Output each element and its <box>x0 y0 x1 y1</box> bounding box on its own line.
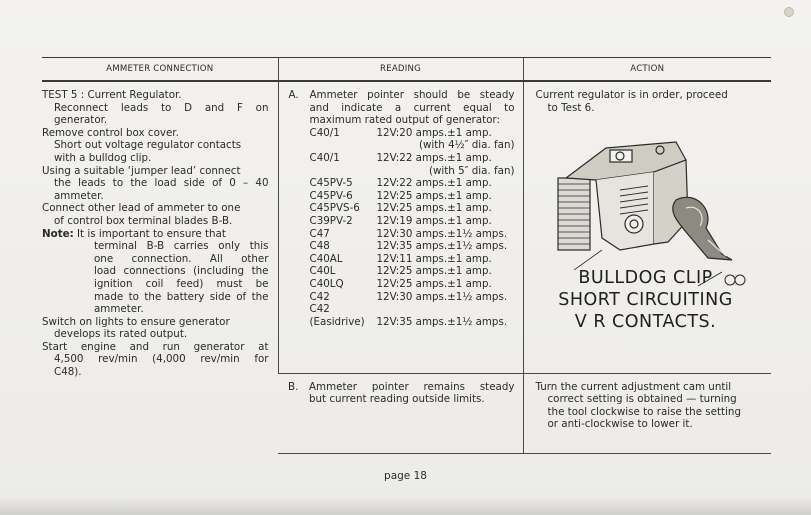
generator-model: C48 <box>309 240 330 253</box>
note-label: Note: <box>42 227 74 240</box>
rating-row <box>310 152 515 165</box>
rating-row <box>310 316 515 329</box>
page-corner-mark <box>784 7 794 17</box>
connection-line: ammeter. <box>94 303 144 316</box>
caption-vr-contacts: V R CONTACTS. <box>574 312 717 333</box>
generator-model: C40/1 <box>309 126 340 139</box>
connection-line: with a bulldog clip. <box>54 151 152 164</box>
generator-model: C45PV-6 <box>309 189 353 202</box>
connection-line: TEST 5 : Current Regulator. <box>42 89 182 101</box>
action-b-line: correct setting is obtained — turning <box>547 393 737 406</box>
reading-b-line: but current reading outside limits. <box>309 393 485 406</box>
rating-row <box>310 127 515 140</box>
rated-output: 12V:22 amps.±1 amp. <box>376 151 492 164</box>
connection-line: of control box terminal blades B-B. <box>54 214 233 227</box>
action-b-text <box>536 381 772 431</box>
table-row <box>42 81 771 373</box>
connection-line: Start engine and run generator at <box>42 340 269 353</box>
rated-output: 12V:25 amps.±1 amp. <box>376 265 492 278</box>
reading-b-text <box>309 381 515 406</box>
rated-output: 12V:35 amps.±1½ amps. <box>376 315 508 328</box>
generator-model: C39PV-2 <box>309 214 353 227</box>
caption-short-circuiting: SHORT CIRCUITING <box>558 290 733 311</box>
connection-line: Using a suitable ‘jumper lead’ connect <box>42 164 241 177</box>
action-a-text <box>536 89 772 114</box>
rated-output: 12V:35 amps.±1½ amps. <box>376 240 508 253</box>
reading-a <box>289 89 515 328</box>
generator-model: (Easidrive) <box>309 315 365 328</box>
rated-output: 12V:30 amps.±1½ amps. <box>376 290 508 303</box>
generator-model: C45PV-5 <box>309 177 353 190</box>
rated-output: 12V:22 amps.±1 amp. <box>376 177 492 190</box>
rating-row <box>310 291 515 304</box>
rating-row <box>310 228 515 241</box>
rating-row <box>310 303 515 316</box>
connection-line: terminal B-B carries only this <box>94 240 269 253</box>
action-a-cell <box>523 81 771 373</box>
rated-output: 12V:19 amps.±1 amp. <box>376 214 492 227</box>
test-procedure-table <box>42 57 771 454</box>
connection-line: made to the battery side of the <box>94 290 269 303</box>
connection-line: Switch on lights to ensure generator <box>42 315 230 328</box>
header-reading: READING <box>278 58 523 82</box>
rating-row <box>310 278 515 291</box>
rated-output: 12V:25 amps.±1 amp. <box>376 202 492 215</box>
page-edge-shadow <box>0 497 811 515</box>
generator-model: C42 <box>309 303 330 316</box>
reading-b <box>288 381 515 406</box>
rated-output: 12V:20 amps.±1 amp. <box>376 126 492 139</box>
rated-output: (with 4½″ dia. fan) <box>418 139 515 152</box>
page-number: page 18 <box>384 470 427 482</box>
generator-model <box>310 139 377 152</box>
generator-model: C42 <box>309 290 330 303</box>
connection-line <box>42 228 269 241</box>
action-a-line: to Test 6. <box>547 101 595 114</box>
rated-output: (with 5″ dia. fan) <box>428 164 515 177</box>
connection-text <box>42 82 278 379</box>
rating-row <box>310 240 515 253</box>
connection-line: Remove control box cover. <box>42 126 179 139</box>
connection-line: Reconnect leads to D and F on <box>54 101 269 114</box>
generator-model: C40/1 <box>309 151 340 164</box>
rating-row <box>310 139 515 152</box>
reading-b-letter: B. <box>288 380 299 393</box>
rating-row <box>310 190 515 203</box>
reading-a-ratings <box>310 127 515 329</box>
reading-a-line: maximum rated output of generator: <box>309 114 500 127</box>
action-b-cell <box>523 373 771 454</box>
generator-model: C40AL <box>309 252 343 265</box>
action-b-line: the tool clockwise to raise the setting <box>547 405 741 418</box>
table-header-row <box>42 58 771 82</box>
generator-model: C45PVS-6 <box>309 202 360 215</box>
header-action: ACTION <box>523 58 771 82</box>
generator-model: C47 <box>309 227 330 240</box>
connection-line: Short out voltage regulator contacts <box>54 139 242 152</box>
reading-a-cell <box>278 81 523 373</box>
connection-line: Connect other lead of ammeter to one <box>42 202 241 215</box>
rated-output: 12V:25 amps.±1 amp. <box>376 277 492 290</box>
rated-output <box>377 303 515 316</box>
generator-model <box>310 165 377 178</box>
connection-line: the leads to the load side of 0 – 40 <box>54 177 269 190</box>
connection-line: develops its rated output. <box>54 328 188 341</box>
connection-line: C48). <box>54 366 82 379</box>
action-b-line: Turn the current adjustment cam until <box>535 380 732 393</box>
rating-row <box>310 253 515 266</box>
generator-model: C40LQ <box>309 277 344 290</box>
reading-a-letter: A. <box>288 89 299 101</box>
reading-a-line: Ammeter pointer should be steady <box>309 89 515 101</box>
reading-a-line: and indicate a current equal to <box>309 101 515 114</box>
action-b-line: or anti-clockwise to lower it. <box>547 418 693 431</box>
connection-line: ammeter. <box>54 189 104 202</box>
connection-cell <box>42 81 278 454</box>
connection-line: 4,500 rev/min (4,000 rev/min for <box>54 353 269 366</box>
rated-output: 12V:25 amps.±1 amp. <box>376 189 492 202</box>
connection-line: one connection. All other <box>94 252 269 265</box>
generator-model: C40L <box>309 265 336 278</box>
connection-line: generator. <box>54 114 108 127</box>
connection-line: load connections (including the <box>94 265 269 278</box>
rating-row <box>310 177 515 190</box>
rating-row <box>310 215 515 228</box>
rating-row <box>310 265 515 278</box>
rating-row <box>310 165 515 178</box>
header-ammeter-connection: AMMETER CONNECTION <box>42 58 278 82</box>
reading-a-intro <box>310 89 515 127</box>
note-text: It is important to ensure that <box>73 227 226 240</box>
rating-row <box>310 202 515 215</box>
connection-line: ignition coil feed) must be <box>94 277 269 290</box>
rated-output: 12V:11 amps.±1 amp. <box>376 252 492 265</box>
action-a-line: Current regulator is in order, proceed <box>535 89 728 101</box>
control-box-drawing <box>536 120 756 270</box>
bulldog-clip-illustration <box>536 120 756 333</box>
rated-output: 12V:30 amps.±1½ amps. <box>376 227 508 240</box>
reading-b-line: Ammeter pointer remains steady <box>309 380 515 393</box>
reading-b-cell <box>278 373 523 454</box>
caption-bulldog-clip: BULLDOG CLIP <box>578 268 713 289</box>
